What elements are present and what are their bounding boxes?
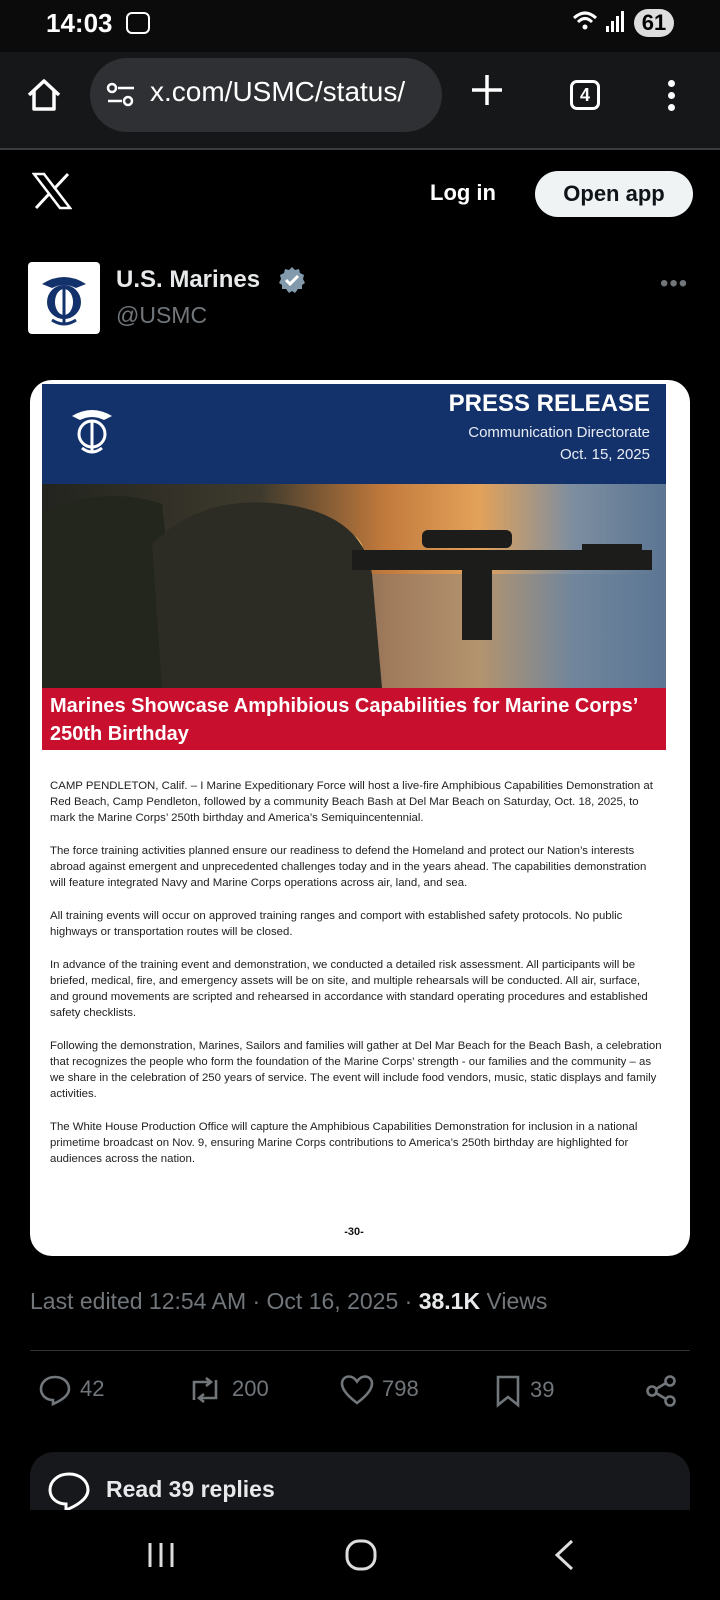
- reply-button[interactable]: [38, 1374, 104, 1406]
- marine-emblem-icon: [66, 404, 118, 461]
- more-options-icon[interactable]: •••: [660, 270, 689, 297]
- status-bar: [0, 0, 720, 52]
- read-replies-label: Read 39 replies: [106, 1476, 275, 1502]
- site-settings-icon[interactable]: [106, 82, 136, 113]
- wifi-icon: [572, 10, 598, 38]
- repost-count: 200: [232, 1375, 269, 1401]
- edited-timestamp[interactable]: Last edited 12:54 AM · Oct 16, 2025 ·: [30, 1288, 419, 1314]
- profile-handle[interactable]: @USMC: [116, 302, 208, 328]
- url-bar[interactable]: [90, 58, 442, 132]
- tab-switcher-button[interactable]: 4: [570, 80, 600, 110]
- verified-badge-icon: [278, 266, 306, 299]
- bookmark-icon: [494, 1374, 522, 1408]
- back-icon[interactable]: [552, 1538, 576, 1577]
- profile-name[interactable]: U.S. Marines: [116, 266, 261, 293]
- repost-icon: [186, 1374, 224, 1406]
- press-release-body: [50, 778, 662, 1184]
- new-tab-button[interactable]: [470, 68, 504, 118]
- marine-photo: [42, 484, 666, 688]
- press-release-headline-banner: [42, 688, 666, 750]
- reply-count: 42: [80, 1375, 105, 1401]
- like-button[interactable]: [340, 1374, 419, 1406]
- home-icon[interactable]: [26, 78, 62, 117]
- views-label: Views: [480, 1288, 548, 1314]
- press-release-date: Oct. 15, 2025: [559, 446, 650, 463]
- bookmark-button[interactable]: [494, 1374, 554, 1408]
- bookmark-count: 39: [530, 1376, 555, 1402]
- post-metadata: [30, 1288, 547, 1315]
- battery-indicator: 61: [634, 9, 674, 37]
- heart-icon: [340, 1374, 374, 1406]
- views-count: 38.1K: [418, 1288, 481, 1314]
- x-logo-icon[interactable]: [32, 172, 72, 220]
- share-icon: [644, 1374, 678, 1408]
- signal-icon: [606, 10, 628, 32]
- recent-apps-icon[interactable]: [146, 1540, 176, 1575]
- like-count: 798: [382, 1375, 419, 1401]
- url-text: x.com/USMC/status/: [150, 76, 406, 107]
- share-button[interactable]: [644, 1374, 686, 1408]
- avatar[interactable]: [28, 262, 100, 334]
- press-release-title: PRESS RELEASE: [448, 390, 650, 417]
- open-app-button[interactable]: Open app: [535, 171, 693, 217]
- press-release-banner: [42, 384, 666, 484]
- paragraph: All training events will occur on approved training ranges and comport with established safety protocols. No public highways or transportation routes will be closed.: [50, 910, 623, 938]
- paragraph: CAMP PENDLETON, Calif. – I Marine Expeditionary Force will host a live-fire Amphibious Capabilities Demonstration at Red Beach, Camp Pendleton, followed by a community Beach Bash at Del Mar Beach on Saturday, Oct. 18, 2025, to mark the Marine Corps’ 250th birthday and America’s Semiquincentennial.: [50, 780, 653, 824]
- clock: 14:03: [46, 8, 113, 38]
- paragraph: The force training activities planned ensure our readiness to defend the Homeland and protect our Nation’s interests abroad against emergent and unprecedented challenges today and in the years ahead. The capabilities demonstration will feature integrated Navy and Marine Corps operations across air, land, and sea.: [50, 845, 647, 889]
- browser-toolbar: [0, 52, 720, 150]
- system-navigation-bar: [0, 1510, 720, 1600]
- press-release-image[interactable]: [30, 380, 690, 1256]
- end-mark: -30-: [344, 1226, 364, 1238]
- home-nav-icon[interactable]: [344, 1538, 378, 1577]
- repost-button[interactable]: [186, 1374, 269, 1406]
- paragraph: In advance of the training event and demonstration, we conducted a detailed risk assessment. All participants will be briefed, medical, fire, and emergency assets will be on site, and multiple rehearsals will be conducted. All air, surface, and ground movements are scripted and rehearsed in accordance with standard operating procedures and established safety checklists.: [50, 959, 648, 1019]
- login-link[interactable]: Log in: [430, 180, 496, 205]
- browser-menu-icon[interactable]: [668, 80, 675, 116]
- divider: [30, 1350, 690, 1351]
- reply-icon: [38, 1374, 72, 1406]
- paragraph: The White House Production Office will capture the Amphibious Capabilities Demonstration for inclusion in a national primetime broadcast on Nov. 9, ensuring Marine Corps contributions to America’s 250th birthday are highlighted for audiences across the nation.: [50, 1121, 638, 1165]
- press-release-headline: Marines Showcase Amphibious Capabilities for Marine Corps’ 250th Birthday: [50, 695, 638, 745]
- press-release-subtitle: Communication Directorate: [468, 424, 650, 441]
- screenshot-icon: [126, 12, 150, 34]
- paragraph: Following the demonstration, Marines, Sailors and families will gather at Del Mar Beach for the Beach Bash, a celebration that recognizes the people who form the foundation of the Marine Corps’ strength - our families and the community – as we share in the celebration of 250 years of service. The event will include food vendors, music, static displays and family activities.: [50, 1040, 662, 1100]
